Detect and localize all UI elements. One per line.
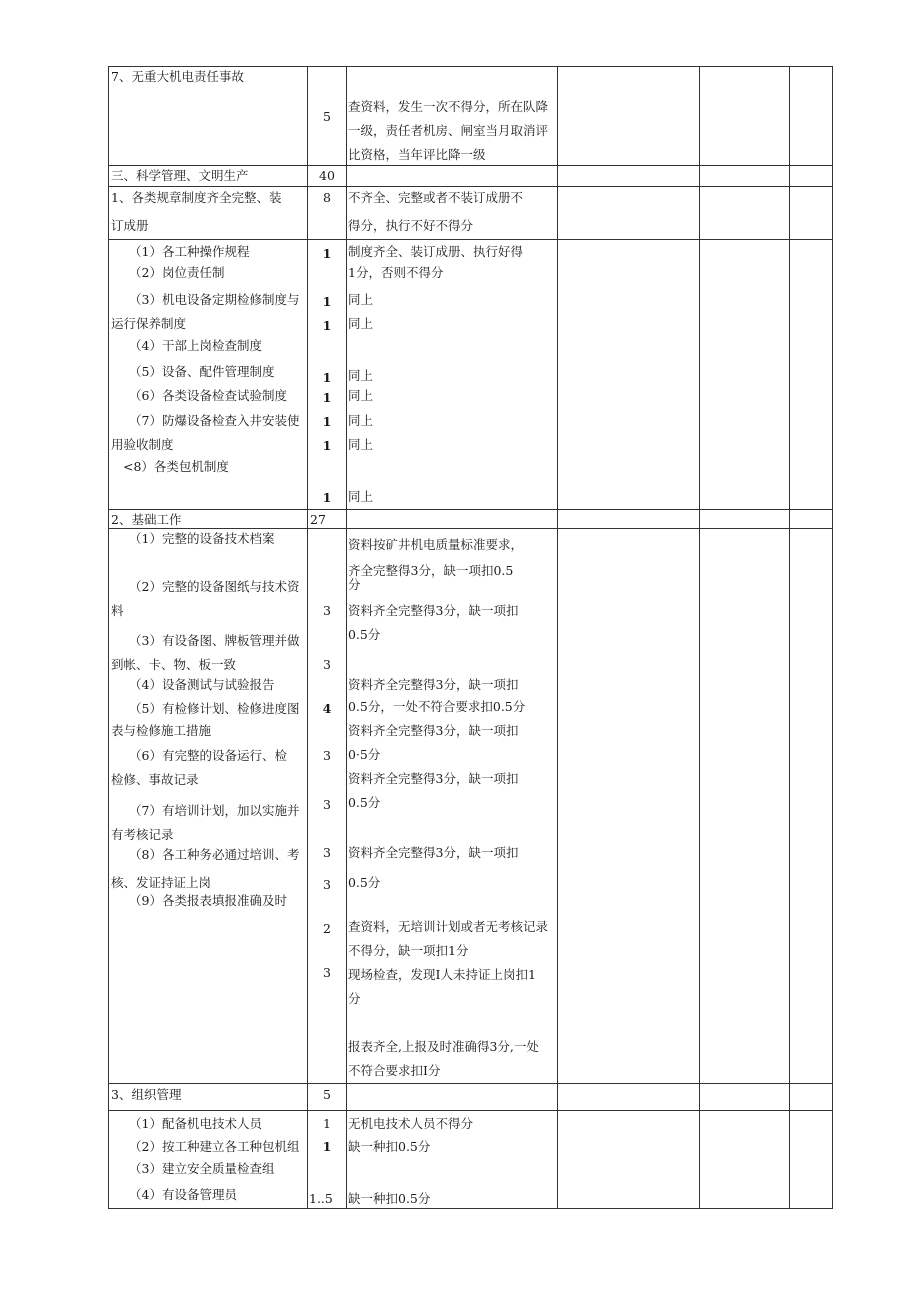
- item-text: 7、无重大机电责任事故: [111, 69, 244, 84]
- empty-cell: [558, 187, 700, 240]
- score-value: 27: [310, 512, 326, 527]
- empty-cell: [790, 166, 833, 187]
- empty-cell: [700, 240, 790, 510]
- empty-cell: [790, 529, 833, 1084]
- score-value: 1: [322, 438, 332, 453]
- empty-cell: [700, 510, 790, 529]
- item-text: （7）防爆设备检查入井安装使: [129, 413, 300, 428]
- criteria-text: 1分，否则不得分: [348, 265, 444, 280]
- criteria-text: 分: [348, 991, 361, 1006]
- item-text: 表与检修施工措施: [111, 723, 212, 738]
- empty-cell: [790, 67, 833, 166]
- item-text: 到帐、卡、物、板一致: [111, 657, 237, 672]
- empty-cell: [558, 510, 700, 529]
- empty-cell: [790, 1084, 833, 1111]
- score-value: 3: [323, 748, 331, 763]
- criteria-text: 缺一种扣0.5分: [348, 1191, 431, 1206]
- score-cell: [308, 187, 347, 240]
- table-row: [109, 187, 833, 240]
- empty-cell: [700, 67, 790, 166]
- score-value: 3: [323, 965, 331, 980]
- item-text: （4）有设备管理员: [129, 1187, 237, 1202]
- score-value: 1: [322, 390, 332, 405]
- item-text: （4）设备测试与试验报告: [129, 677, 275, 692]
- score-cell: [308, 1084, 347, 1111]
- score-cell: [308, 67, 347, 166]
- criteria-text: 同上: [348, 316, 374, 331]
- item-text: <8）各类包机制度: [123, 459, 229, 474]
- criteria-text: 报表齐全,上报及时准确得3分,一处: [348, 1039, 539, 1054]
- item-text: 料: [111, 603, 124, 618]
- item-text: （8）各工种务必通过培训、考: [129, 847, 300, 862]
- empty-cell: [790, 510, 833, 529]
- item-cell: [109, 529, 308, 1084]
- item-text: （5）设备、配件管理制度: [129, 364, 275, 379]
- criteria-text: 同上: [348, 437, 374, 452]
- item-text: 检修、事故记录: [111, 772, 199, 787]
- score-value: 3: [323, 845, 331, 860]
- empty-cell: [790, 1111, 833, 1209]
- item-text: 运行保养制度: [111, 316, 187, 331]
- empty-cell: [558, 166, 700, 187]
- score-value: 1: [322, 294, 332, 309]
- table-row: [109, 240, 833, 510]
- criteria-text: 资料齐全完整得3分，缺一项扣: [348, 771, 519, 786]
- criteria-cell: [347, 240, 558, 510]
- empty-cell: [558, 529, 700, 1084]
- item-text: 订成册: [111, 218, 149, 233]
- criteria-text: 0.5分，一处不符合要求扣0.5分: [348, 699, 526, 714]
- criteria-text: 资料齐全完整得3分，缺一项扣: [348, 723, 519, 738]
- empty-cell: [700, 1111, 790, 1209]
- item-text: 核、发证持证上岗: [111, 875, 212, 890]
- score-value: 1: [322, 414, 332, 429]
- criteria-text: 不齐全、完整或者不装订成册不: [348, 190, 524, 205]
- criteria-text: 同上: [348, 489, 374, 504]
- criteria-text: 0.5分: [348, 627, 381, 642]
- criteria-text: 资料齐全完整得3分，缺一项扣: [348, 677, 519, 692]
- empty-cell: [558, 1084, 700, 1111]
- item-cell: [109, 510, 308, 529]
- item-text: 1、各类规章制度齐全完整、装: [111, 190, 282, 205]
- score-value: 4: [322, 701, 332, 716]
- criteria-text: 齐全完整得3分，缺一项扣0.5: [348, 563, 514, 578]
- table-row: [109, 529, 833, 1084]
- item-text: （3）机电设备定期检修制度与: [129, 292, 300, 307]
- table-row: [109, 1084, 833, 1111]
- criteria-cell: [347, 67, 558, 166]
- empty-cell: [700, 529, 790, 1084]
- table-row: [109, 166, 833, 187]
- score-value: 1: [322, 490, 332, 505]
- criteria-text: 一级，责任者机房、闸室当月取消评: [348, 123, 549, 138]
- criteria-text: 0.5分: [348, 875, 381, 890]
- item-cell: [109, 1111, 308, 1209]
- criteria-text: 同上: [348, 388, 374, 403]
- criteria-text: 同上: [348, 292, 374, 307]
- criteria-text: 资料齐全完整得3分，缺一项扣: [348, 845, 519, 860]
- criteria-cell: [347, 166, 558, 187]
- criteria-text: 同上: [348, 413, 374, 428]
- criteria-text: 现场检查，发现I人未持证上岗扣1: [348, 967, 536, 982]
- score-value: 5: [323, 109, 331, 124]
- score-value: 1..5: [309, 1191, 333, 1206]
- score-value: 8: [323, 190, 331, 205]
- item-cell: [109, 67, 308, 166]
- score-value: 1: [322, 318, 332, 333]
- criteria-text: 0.5分: [348, 795, 381, 810]
- item-text: （4）干部上岗检查制度: [129, 338, 262, 353]
- score-value: 2: [323, 921, 331, 936]
- criteria-cell: [347, 1111, 558, 1209]
- item-cell: [109, 166, 308, 187]
- criteria-text: 分: [348, 577, 361, 592]
- score-value: 1: [322, 246, 332, 261]
- criteria-text: 不得分，缺一项扣1分: [348, 943, 469, 958]
- score-value: 40: [319, 168, 335, 183]
- item-text: （2）完整的设备图纸与技术资: [129, 579, 300, 594]
- criteria-text: 资料按矿井机电质量标准要求，: [348, 537, 524, 552]
- empty-cell: [558, 67, 700, 166]
- item-text: （2）按工种建立各工种包机组: [129, 1139, 300, 1154]
- section-heading: 三、科学管理、文明生产: [111, 168, 249, 183]
- score-value: 1: [322, 1139, 332, 1154]
- criteria-text: 无机电技术人员不得分: [348, 1116, 474, 1131]
- empty-cell: [700, 166, 790, 187]
- item-text: （3）有设备图、牌板管理并做: [129, 633, 300, 648]
- item-text: 有考核记录: [111, 827, 174, 842]
- criteria-text: 资料齐全完整得3分，缺一项扣: [348, 603, 519, 618]
- item-text: （1）完整的设备技术档案: [129, 531, 275, 546]
- item-text: （6）有完整的设备运行、检: [129, 748, 287, 763]
- criteria-text: 查资料，无培训计划或者无考核记录: [348, 919, 549, 934]
- empty-cell: [790, 240, 833, 510]
- item-text: （7）有培训计划，加以实施并: [129, 803, 300, 818]
- item-text: （9）各类报表填报准确及时: [129, 893, 287, 908]
- empty-cell: [700, 187, 790, 240]
- score-cell: [308, 1111, 347, 1209]
- item-text: （3）建立安全质量检查组: [129, 1161, 275, 1176]
- score-value: 3: [323, 877, 331, 892]
- item-cell: [109, 240, 308, 510]
- item-text: （5）有检修计划、检修进度图: [129, 701, 300, 716]
- score-value: 1: [322, 370, 332, 385]
- criteria-cell: [347, 529, 558, 1084]
- item-cell: [109, 187, 308, 240]
- empty-cell: [700, 1084, 790, 1111]
- item-text: （2）岗位责任制: [129, 265, 225, 280]
- empty-cell: [790, 187, 833, 240]
- item-text: （6）各类设备检查试验制度: [129, 388, 287, 403]
- criteria-text: 得分，执行不好不得分: [348, 218, 474, 233]
- criteria-text: 同上: [348, 368, 374, 383]
- score-value: 3: [323, 603, 331, 618]
- criteria-text: 缺一种扣0.5分: [348, 1139, 431, 1154]
- table-row: [109, 67, 833, 166]
- item-cell: [109, 1084, 308, 1111]
- score-cell: [308, 529, 347, 1084]
- score-value: 5: [323, 1087, 331, 1102]
- score-cell: [308, 510, 347, 529]
- table-row: [109, 510, 833, 529]
- table-row: [109, 1111, 833, 1209]
- assessment-table: [108, 66, 833, 1209]
- empty-cell: [558, 1111, 700, 1209]
- criteria-cell: [347, 187, 558, 240]
- score-value: 3: [323, 797, 331, 812]
- criteria-text: 查资料，发生一次不得分，所在队降: [348, 99, 549, 114]
- criteria-cell: [347, 510, 558, 529]
- section-heading: 3、组织管理: [111, 1087, 182, 1102]
- empty-cell: [558, 240, 700, 510]
- criteria-text: 0·5分: [348, 747, 381, 762]
- score-value: 1: [323, 1116, 331, 1131]
- item-text: 用验收制度: [111, 437, 174, 452]
- section-heading: 2、基础工作: [111, 512, 182, 527]
- item-text: （1）各工种操作规程: [129, 244, 250, 259]
- criteria-text: 制度齐全、装订成册、执行好得: [348, 244, 524, 259]
- item-text: （1）配备机电技术人员: [129, 1116, 262, 1131]
- score-cell: [308, 166, 347, 187]
- criteria-text: 比资格，当年评比降一级: [348, 147, 486, 162]
- criteria-cell: [347, 1084, 558, 1111]
- criteria-text: 不符合要求扣I分: [348, 1063, 441, 1078]
- score-value: 3: [323, 657, 331, 672]
- score-cell: [308, 240, 347, 510]
